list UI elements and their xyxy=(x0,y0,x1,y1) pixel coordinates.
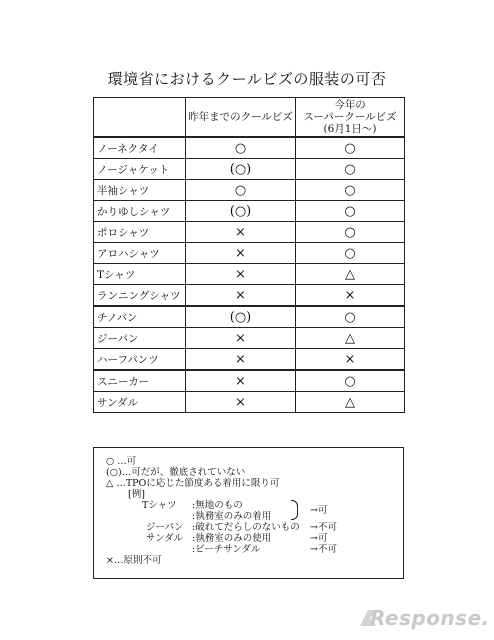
header-item-cell xyxy=(94,98,186,138)
row-item: アロハシャツ xyxy=(94,243,186,264)
table-row xyxy=(94,243,405,264)
row-mark-last-year: × xyxy=(186,370,296,392)
header-this-year xyxy=(296,98,405,138)
row-item: ハーフパンツ xyxy=(94,349,186,371)
brace-icon xyxy=(291,500,298,520)
table-row xyxy=(94,349,405,371)
legend-line-ok: ○ …可 xyxy=(106,456,137,467)
legend-line-partial: (○)…可だが、徹底されていない xyxy=(106,467,246,478)
legend-box xyxy=(93,447,404,579)
row-mark-last-year: × xyxy=(186,222,296,243)
row-item: Tシャツ xyxy=(94,264,186,285)
table-row xyxy=(94,328,405,349)
example-jeans: ジーパン xyxy=(146,522,184,533)
row-mark-last-year: × xyxy=(186,264,296,285)
row-mark-last-year: × xyxy=(186,349,296,371)
row-item: ジーパン xyxy=(94,328,186,349)
row-mark-this-year: △ xyxy=(296,264,405,285)
row-mark-this-year: ○ xyxy=(296,180,405,201)
row-item: 半袖シャツ xyxy=(94,180,186,201)
row-mark-this-year: ○ xyxy=(296,243,405,264)
page-title: 環境省におけるクールビズの服装の可否 xyxy=(107,70,387,88)
row-mark-this-year: ○ xyxy=(296,222,405,243)
example-jeans-result: →不可 xyxy=(310,522,337,533)
table-row xyxy=(94,137,405,159)
legend-example-label: [例] xyxy=(128,489,145,500)
row-item: サンダル xyxy=(94,392,186,413)
row-item: ポロシャツ xyxy=(94,222,186,243)
legend-line-tpo: △ …TPOに応じた節度ある着用に限り可 xyxy=(106,478,280,489)
row-mark-this-year: ○ xyxy=(296,137,405,159)
table-row xyxy=(94,392,405,413)
table-row xyxy=(94,370,405,392)
example-sandal: サンダル xyxy=(146,533,184,544)
row-item: ランニングシャツ xyxy=(94,285,186,307)
header-last-year: 昨年までのクールビズ xyxy=(186,98,296,138)
table-row xyxy=(94,285,405,307)
legend-line-not-allowed: ×…原則不可 xyxy=(106,555,162,566)
row-mark-last-year: (○) xyxy=(186,201,296,222)
table-row xyxy=(94,222,405,243)
example-tshirt-result: →可 xyxy=(310,505,328,516)
row-mark-last-year: × xyxy=(186,328,296,349)
header-this-year-line3: (6月1日～) xyxy=(323,123,377,135)
row-mark-last-year: ○ xyxy=(186,137,296,159)
row-mark-this-year: ○ xyxy=(296,306,405,328)
row-mark-last-year: × xyxy=(186,392,296,413)
row-mark-last-year: (○) xyxy=(186,159,296,180)
row-mark-last-year: × xyxy=(186,285,296,307)
row-mark-last-year: ○ xyxy=(186,180,296,201)
row-mark-this-year: ○ xyxy=(296,201,405,222)
row-mark-last-year: (○) xyxy=(186,306,296,328)
row-mark-last-year: × xyxy=(186,243,296,264)
row-mark-this-year: × xyxy=(296,285,405,307)
dress-code-table xyxy=(93,97,405,413)
example-sandal-result-2: →不可 xyxy=(310,544,337,555)
row-mark-this-year: ○ xyxy=(296,159,405,180)
example-sandal-result-1: →可 xyxy=(310,533,328,544)
header-this-year-line1: 今年の xyxy=(334,99,366,111)
row-item: スニーカー xyxy=(94,370,186,392)
table-row xyxy=(94,180,405,201)
example-jeans-condition: :破れてだらしのないもの xyxy=(192,522,300,533)
table-row xyxy=(94,159,405,180)
response-watermark xyxy=(358,604,488,630)
example-tshirt: Tシャツ xyxy=(142,500,177,511)
table-header-row xyxy=(94,98,405,138)
row-item: ノーネクタイ xyxy=(94,137,186,159)
table-row xyxy=(94,201,405,222)
row-mark-this-year: × xyxy=(296,349,405,371)
example-tshirt-condition-2: :執務室のみの着用 xyxy=(192,511,272,522)
row-mark-this-year: △ xyxy=(296,328,405,349)
row-item: かりゆしシャツ xyxy=(94,201,186,222)
table-row xyxy=(94,306,405,328)
example-sandal-condition-1: :執務室のみの使用 xyxy=(192,533,272,544)
row-mark-this-year: △ xyxy=(296,392,405,413)
row-item: ノージャケット xyxy=(94,159,186,180)
example-tshirt-condition-1: :無地のもの xyxy=(192,500,243,511)
row-item: チノパン xyxy=(94,306,186,328)
header-this-year-line2: スーパークールビズ xyxy=(303,111,397,123)
row-mark-this-year: ○ xyxy=(296,370,405,392)
table-row xyxy=(94,264,405,285)
example-sandal-condition-2: :ビーチサンダル xyxy=(192,544,261,555)
watermark-text: Response. xyxy=(370,606,490,630)
